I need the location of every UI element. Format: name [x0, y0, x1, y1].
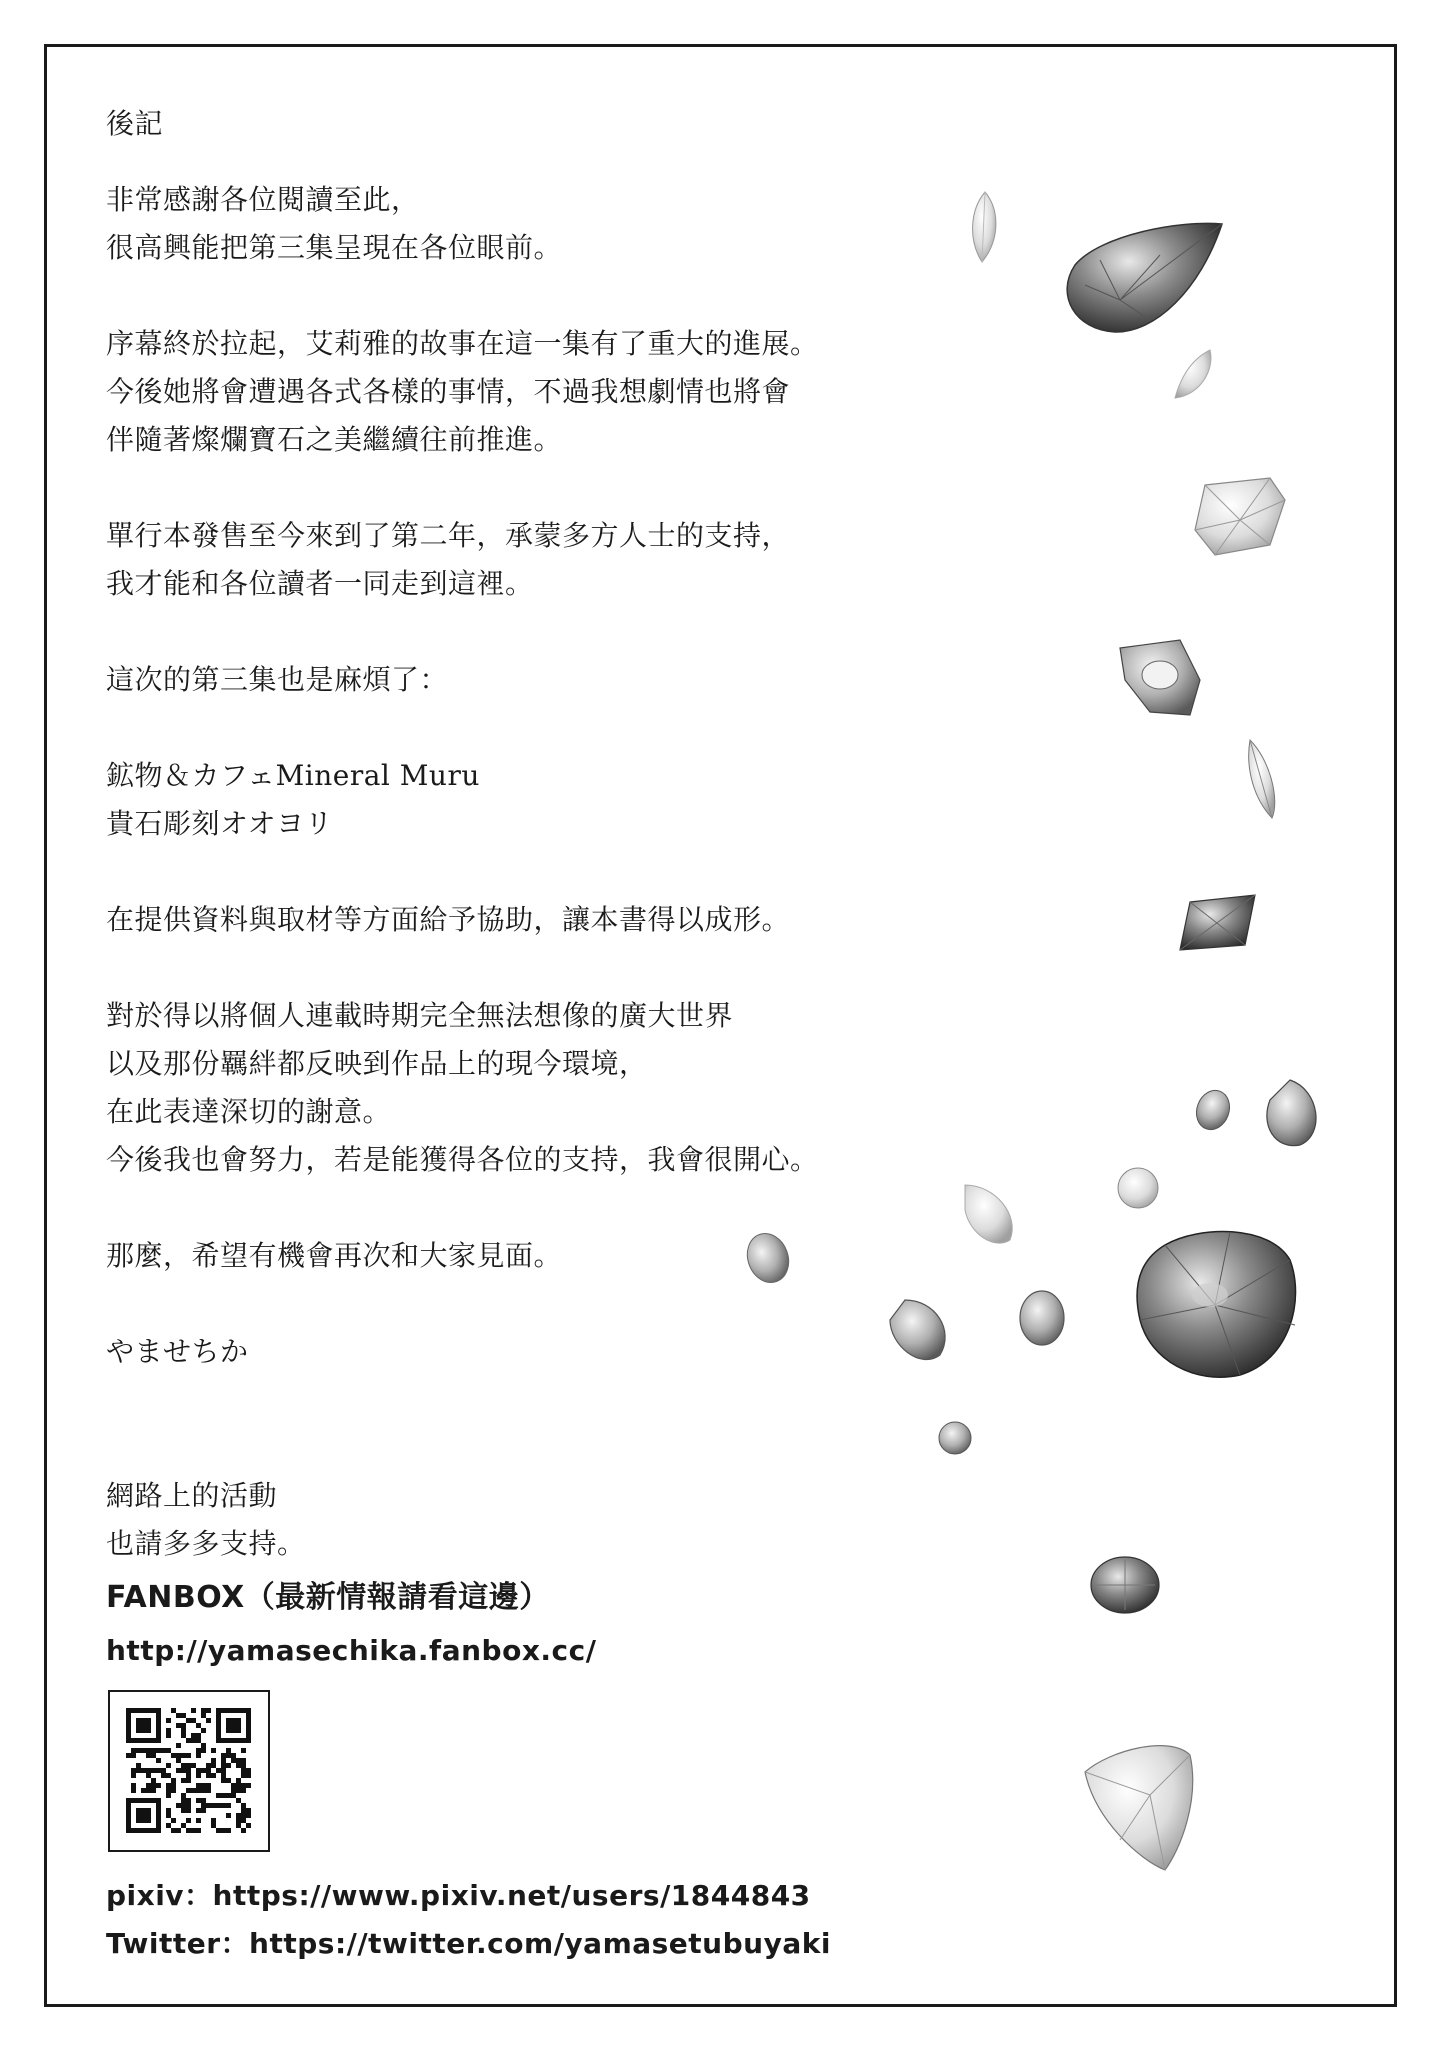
author-signature: やませちか: [106, 1335, 249, 1368]
text-line: 伴隨著燦爛寶石之美繼續往前推進。: [106, 423, 563, 456]
qr-code: [108, 1690, 270, 1852]
text-line: 貴石彫刻オオヨリ: [106, 807, 334, 840]
text-line: 鉱物＆カフェMineral Muru: [106, 759, 480, 792]
text-line: 那麼，希望有機會再次和大家見面。: [106, 1239, 563, 1272]
paragraph: [106, 176, 936, 272]
paragraph: [106, 752, 936, 848]
signature: [106, 1328, 936, 1376]
web-activity: [106, 1472, 936, 1676]
text-line: 序幕終於拉起，艾莉雅的故事在這一集有了重大的進展。: [106, 327, 819, 360]
text-line: 今後她將會遭遇各式各樣的事情，不過我想劇情也將會: [106, 375, 791, 408]
paragraph: [106, 1232, 936, 1280]
text-line: 我才能和各位讀者一同走到這裡。: [106, 567, 534, 600]
paragraph: [106, 512, 936, 608]
paragraph: [106, 656, 936, 704]
text-line: 今後我也會努力，若是能獲得各位的支持，我會很開心。: [106, 1143, 819, 1176]
paragraph: [106, 320, 936, 464]
text-line: 單行本發售至今來到了第二年，承蒙多方人士的支持，: [106, 519, 791, 552]
fanbox-title: FANBOX（最新情報請看這邊）: [106, 1580, 550, 1615]
text-line: 對於得以將個人連載時期完全無法想像的廣大世界: [106, 999, 734, 1032]
afterword-body: [106, 100, 936, 1676]
text-line: 這次的第三集也是麻煩了：: [106, 663, 449, 696]
twitter-link[interactable]: Twitter：https://twitter.com/yamasetubuyaki: [106, 1927, 831, 1960]
paragraph: [106, 992, 936, 1184]
text-line: 非常感謝各位閱讀至此，: [106, 183, 420, 216]
fanbox-link[interactable]: http://yamasechika.fanbox.cc/: [106, 1634, 597, 1667]
text-line: 在提供資料與取材等方面給予協助，讓本書得以成形。: [106, 903, 791, 936]
text-line: 在此表達深切的謝意。: [106, 1095, 392, 1128]
text-line: 很高興能把第三集呈現在各位眼前。: [106, 231, 563, 264]
text-line: 也請多多支持。: [106, 1527, 306, 1560]
qr-code-pattern: [110, 1692, 268, 1850]
page-title: 後記: [106, 107, 164, 140]
text-line: 網路上的活動: [106, 1479, 278, 1512]
pixiv-link[interactable]: pixiv：https://www.pixiv.net/users/1844843: [106, 1879, 811, 1912]
text-line: 以及那份羈絆都反映到作品上的現今環境，: [106, 1047, 648, 1080]
social-links: [106, 1872, 831, 1968]
paragraph: [106, 896, 936, 944]
